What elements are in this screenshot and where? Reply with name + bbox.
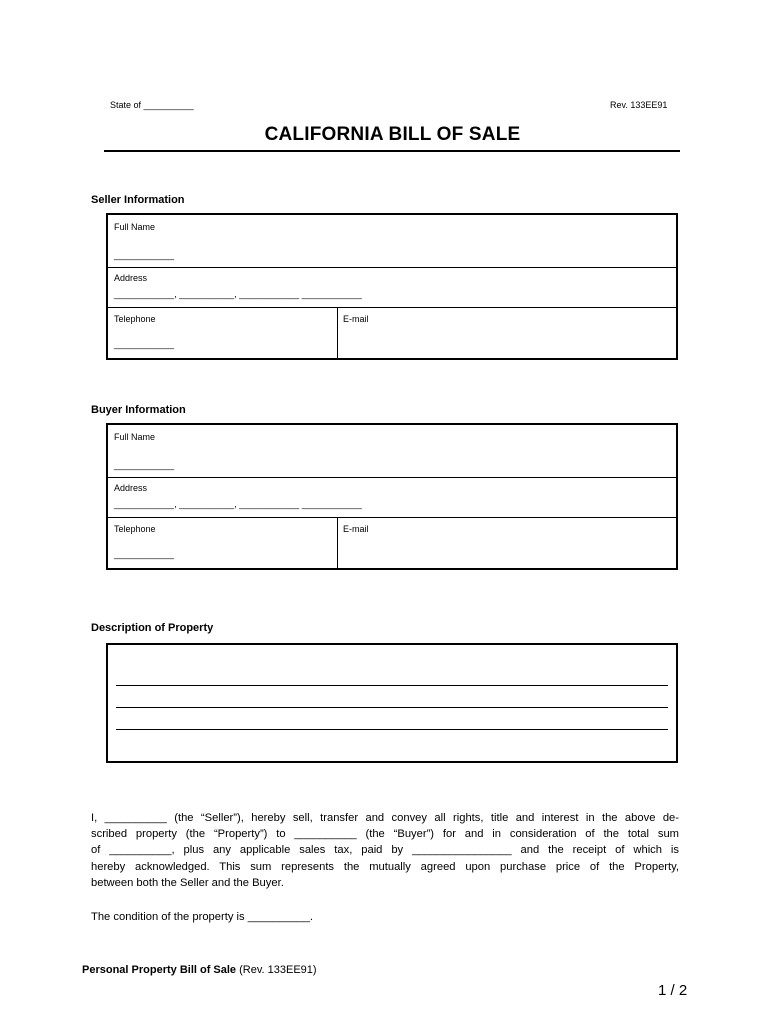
seller-info-box (106, 213, 678, 360)
title-divider (104, 150, 680, 152)
description-line[interactable] (116, 729, 668, 730)
statement-line: between both the Seller and the Buyer. (91, 876, 284, 889)
description-line[interactable] (116, 707, 668, 708)
footer (82, 964, 317, 976)
statement-line: of __________, plus any applicable sales tax, paid by ________________ and the receipt of which is (91, 844, 679, 857)
page-number: 1 / 2 (658, 982, 688, 999)
description-line[interactable] (116, 685, 668, 686)
buyer-telephone-label: Telephone (114, 524, 156, 534)
property-description-box[interactable] (106, 643, 678, 763)
seller-section-title: Seller Information (91, 194, 185, 206)
buyer-address-field[interactable]: ____________, ___________, ____________ ____________ (114, 499, 362, 509)
buyer-address-label: Address (114, 483, 148, 493)
statement-line: scribed property (the “Property”) to __________ (the “Buyer”) for and in consideration of the total sum (91, 828, 679, 841)
footer-revision: (Rev. 133EE91) (239, 964, 317, 976)
seller-address-row[interactable] (108, 267, 676, 308)
statement-line: hereby acknowledged. This sum represents the mutually agreed upon purchase price of the Property, (91, 860, 679, 873)
seller-full-name-field[interactable]: ____________ (114, 250, 175, 260)
seller-contact-row (108, 307, 676, 358)
seller-address-label: Address (114, 273, 148, 283)
sale-statement-paragraph (91, 810, 679, 891)
seller-contact-divider (337, 307, 338, 358)
seller-address-field[interactable]: ____________, ___________, ____________ ____________ (114, 289, 362, 299)
buyer-contact-divider (337, 517, 338, 568)
revision-label: Rev. 133EE91 (610, 100, 668, 110)
state-label: State of __________ (110, 100, 194, 110)
statement-line: I, __________ (the “Seller”), hereby sell, transfer and convey all rights, title and interest in the above de- (91, 812, 679, 824)
buyer-email-label: E-mail (343, 524, 369, 534)
buyer-section-title: Buyer Information (91, 404, 186, 416)
buyer-address-row[interactable] (108, 477, 676, 518)
footer-form-name: Personal Property Bill of Sale (82, 964, 237, 976)
seller-email-label: E-mail (343, 314, 369, 324)
seller-full-name-label: Full Name (114, 222, 156, 232)
buyer-telephone-field[interactable]: ____________ (114, 549, 175, 559)
seller-full-name-row[interactable] (108, 215, 676, 268)
buyer-full-name-row[interactable] (108, 425, 676, 478)
property-section-title: Description of Property (91, 622, 214, 634)
buyer-full-name-field[interactable]: ____________ (114, 460, 175, 470)
buyer-contact-row (108, 517, 676, 568)
buyer-full-name-label: Full Name (114, 432, 156, 442)
seller-telephone-label: Telephone (114, 314, 156, 324)
buyer-info-box (106, 423, 678, 570)
document-title: CALIFORNIA BILL OF SALE (264, 124, 521, 145)
seller-telephone-field[interactable]: ____________ (114, 339, 175, 349)
property-condition: The condition of the property is __________. (91, 911, 314, 923)
